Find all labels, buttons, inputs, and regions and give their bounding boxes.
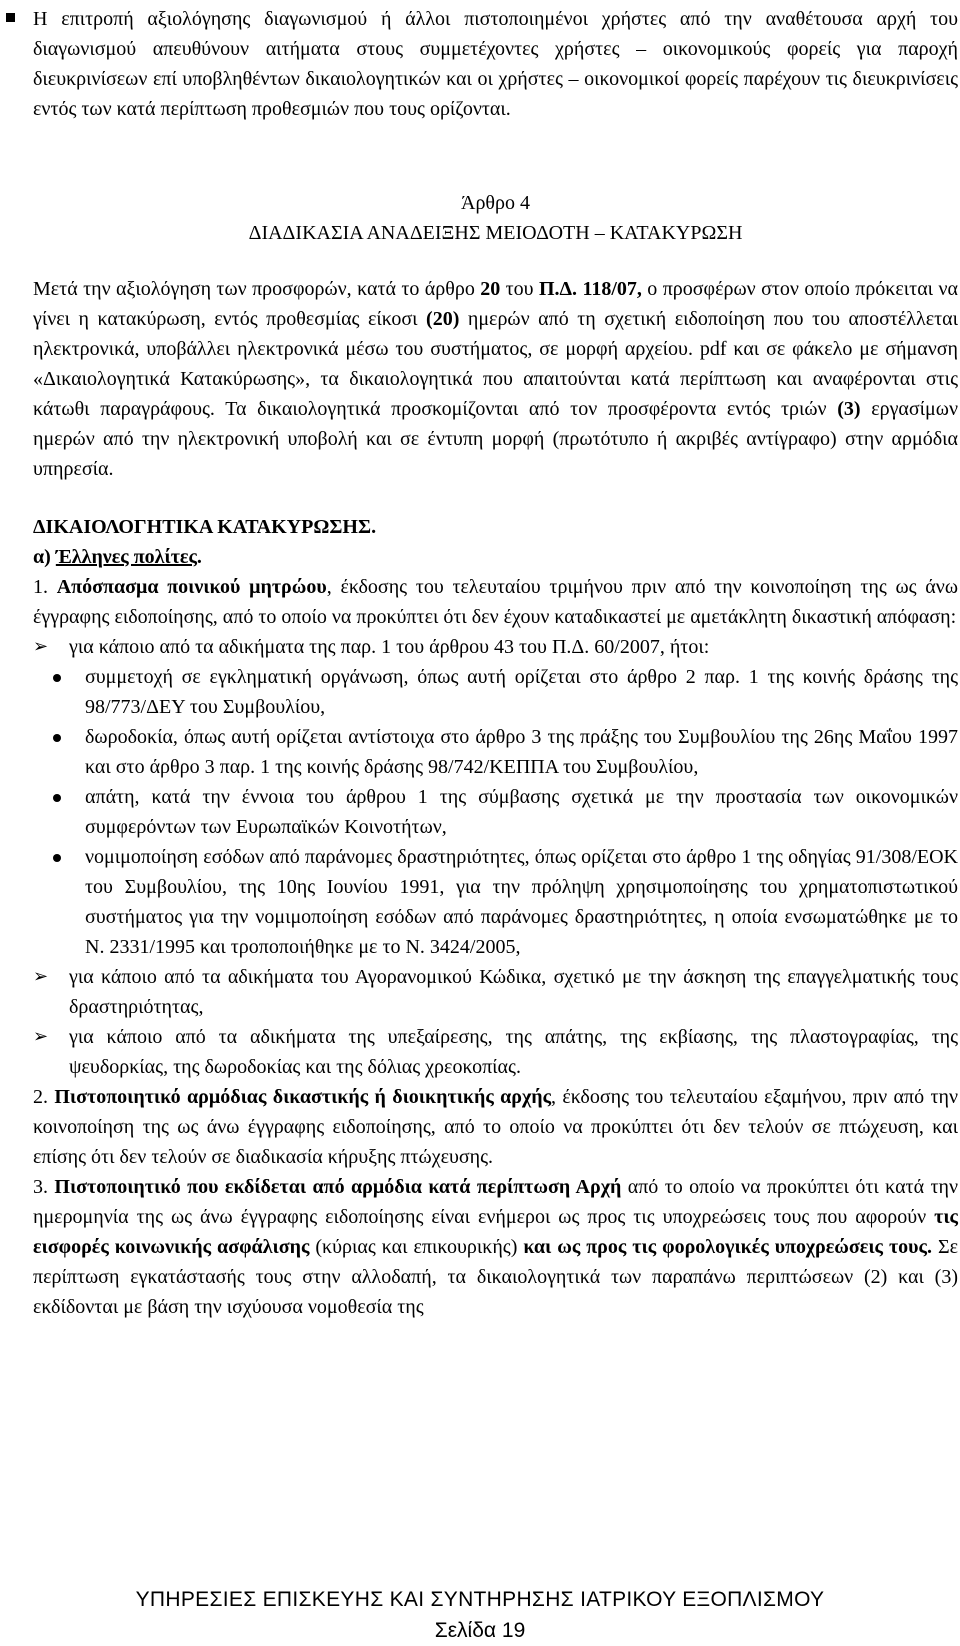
- arrow-bullet-icon: ➢: [33, 966, 49, 987]
- article-title: ΔΙΑΔΙΚΑΣΙΑ ΑΝΑΔΕΙΞΗΣ ΜΕΙΟΔΟΤΗ – ΚΑΤΑΚΥΡΩΣΗ: [248, 222, 743, 244]
- arrow-bullet-icon: ➢: [33, 636, 49, 657]
- intro-paragraph: [33, 4, 958, 124]
- list-item-1: 1. Απόσπασμα ποινικού μητρώου, έκδοσης του τελευταίου τριμήνου πριν από την κοινοποίηση της ως άνω έγγραφης ειδοποίησης, από το οποίο να προκύπτει ότι δεν έχουν καταδικαστεί με αμετάκλητη δικαστική απόφαση:: [33, 576, 958, 628]
- arrow-item: ➢ για κάποιο από τα αδικήματα του Αγορανομικού Κώδικα, σχετικό με την άσκηση της επαγγελματικής τους δραστηριότητας,: [33, 962, 958, 1022]
- bullet-icon: [53, 674, 61, 682]
- arrow-item: ➢ για κάποιο από τα αδικήματα της υπεξαίρεσης, της απάτης, της εκβίασης, της πλαστογραφίας, της ψευδορκίας, της δωροδοκίας και της δόλιας χρεοκοπίας.: [33, 1022, 958, 1082]
- page-number: Σελίδα 19: [434, 1619, 526, 1642]
- list-item-2: 2. Πιστοποιητικό αρμόδιας δικαστικής ή διοικητικής αρχής, έκδοσης του τελευταίου εξαμήνου, πριν από την κοινοποίηση της ως άνω έγγραφης ειδοποίησης, από το οποίο να προκύπτει ότι δεν τελούν σε πτώχευση, και επίσης ότι δεν τελούν σε διαδικασία κήρυξης πτώχευσης.: [33, 1086, 958, 1168]
- bullet-item: συμμετοχή σε εγκληματική οργάνωση, όπως αυτή ορίζεται στο άρθρο 2 παρ. 1 της κοινής δράσης της 98/773/ΔΕΥ του Συμβουλίου,: [33, 662, 958, 722]
- paragraph-adjudication: Μετά την αξιολόγηση των προσφορών, κατά το άρθρο 20 του Π.Δ. 118/07, ο προσφέρων στον οποίο πρόκειται να γίνει η κατακύρωση, εντός προθεσμίας είκοσι (20) ημερών από τη σχετική ειδοποίηση που του αποστέλλεται ηλεκτρονικά, υποβάλλει ηλεκτρονικά μέσω του συστήματος, σε μορφή αρχείου. pdf και σε φάκελο με σήμανση «Δικαιολογητικά Κατακύρωσης», τα δικαιολογητικά που απαιτούνται κατά περίπτωση και αναφέρονται στις κάτωθι παραγράφους. Τα δικαιολογητικά προσκομίζονται από τον προσφέροντα εντός τριών (3) εργασίμων ημερών από την ηλεκτρονική υποβολή και σε έντυπη μορφή (πρωτότυπο ή ακριβές αντίγραφο) στην αρμόδια υπηρεσία.: [33, 278, 958, 480]
- article-heading: [33, 188, 958, 248]
- document-page: [33, 0, 958, 1322]
- article-number: Άρθρο 4: [461, 192, 530, 214]
- bullet-item: δωροδοκία, όπως αυτή ορίζεται αντίστοιχα στο άρθρο 3 της πράξης του Συμβουλίου της 26ης Μαΐου 1997 και στο άρθρο 3 παρ. 1 της κοινής δράσης 98/742/ΚΕΠΠΑ του Συμβουλίου,: [33, 722, 958, 782]
- bullet-item: απάτη, κατά την έννοια του άρθρου 1 της σύμβασης σχετικά με την προστασία των οικονομικών συμφερόντων των Ευρωπαϊκών Κοινοτήτων,: [33, 782, 958, 842]
- bullet-icon: [53, 734, 61, 742]
- arrow-bullet-icon: ➢: [33, 1026, 49, 1047]
- subheading-greek-citizens: α) Έλληνες πολίτες.: [33, 546, 202, 568]
- list-item-3: 3. Πιστοποιητικό που εκδίδεται από αρμόδια κατά περίπτωση Αρχή από το οποίο να προκύπτει ότι κατά την ημερομηνία της ως άνω έγγραφης ειδοποίησης είναι ενήμεροι ως προς τις υποχρεώσεις τους που αφορούν τις εισφορές κοινωνικής ασφάλισης (κύριας και επικουρικής) και ως προς τις φορολογικές υποχρεώσεις τους. Σε περίπτωση εγκατάστασής τους στην αλλοδαπή, τα δικαιολογητικά των παραπάνω περιπτώσεων (2) και (3) εκδίδονται με βάση την ισχύουσα νομοθεσία της: [33, 1176, 959, 1318]
- bullet-icon: [53, 854, 61, 862]
- arrow-item: ➢ για κάποιο από τα αδικήματα της παρ. 1 του άρθρου 43 του Π.Δ. 60/2007, ήτοι:: [33, 632, 958, 662]
- page-footer: ΥΠΗΡΕΣΙΕΣ ΕΠΙΣΚΕΥΗΣ ΚΑΙ ΣΥΝΤΗΡΗΣΗΣ ΙΑΤΡΙΚΟΥ ΕΞΟΠΛΙΣΜΟΥ: [135, 1588, 825, 1611]
- square-bullet-icon: [6, 13, 15, 22]
- section-heading: ΔΙΚΑΙΟΛΟΓΗΤΙΚΑ ΚΑΤΑΚΥΡΩΣΗΣ.: [33, 516, 377, 538]
- bullet-icon: [53, 794, 61, 802]
- intro-text: Η επιτροπή αξιολόγησης διαγωνισμού ή άλλοι πιστοποιημένοι χρήστες από την αναθέτουσα αρχή του διαγωνισμού απευθύνουν αιτήματα στους συμμετέχοντες χρήστες – οικονομικούς φορείς για παροχή διευκρινίσεων επί υποβληθέντων δικαιολογητικών και οι χρήστες – οικονομικοί φορείς παρέχουν τις διευκρινίσεις εντός των κατά περίπτωση προθεσμιών που τους ορίζονται.: [33, 8, 958, 120]
- bullet-item: νομιμοποίηση εσόδων από παράνομες δραστηριότητες, όπως ορίζεται στο άρθρο 1 της οδηγίας 91/308/ΕΟΚ του Συμβουλίου, της 10ης Ιουνίου 1991, για την πρόληψη χρησιμοποίησης του χρηματοπιστωτικού συστήματος για την νομιμοποίηση εσόδων από παράνομες δραστηριότητες, η οποία ενσωματώθηκε με το Ν. 2331/1995 και τροποποιήθηκε με το Ν. 3424/2005,: [33, 842, 958, 962]
